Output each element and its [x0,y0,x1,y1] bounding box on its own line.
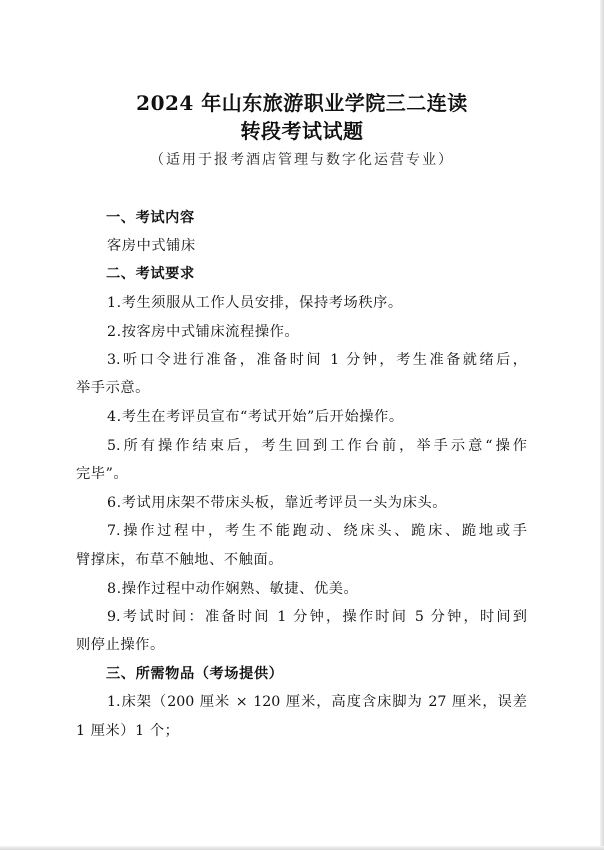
section-body-exam-content: 客房中式铺床 [107,238,196,254]
requirement-item-3-line-1: 3.听口令进行准备，准备时间 1 分钟，考生准备就绪后， [107,352,527,368]
document-title-line-1: 2024 年山东旅游职业学院三二连读 [136,91,468,115]
requirement-item-2: 2.按客房中式铺床流程操作。 [107,324,300,340]
requirement-item-6: 6.考试用床架不带床头板，靠近考评员一头为床头。 [107,495,448,511]
document-title-line-2: 转段考试试题 [240,119,364,143]
section-heading-required-items: 三、所需物品（考场提供） [106,666,284,682]
requirement-item-7-line-2: 臂撑床，布草不触地、不触面。 [76,552,284,568]
page-edge-shadow-right [600,0,604,850]
requirement-item-8: 8.操作过程中动作娴熟、敏捷、优美。 [107,581,359,597]
document-subtitle: （适用于报考酒店管理与数字化运营专业） [150,152,454,168]
required-item-1-line-2: 1 厘米）1 个； [76,723,180,739]
requirement-item-5-line-2: 完毕”。 [76,466,129,482]
section-heading-exam-requirements: 二、考试要求 [106,266,195,282]
required-item-1-line-1: 1.床架（200 厘米 × 120 厘米，高度含床脚为 27 厘米，误差 [107,694,527,710]
requirement-item-9-line-1: 9.考试时间：准备时间 1 分钟，操作时间 5 分钟，时间到 [107,609,527,625]
requirement-item-4: 4.考生在考评员宣布“考试开始”后开始操作。 [107,409,404,425]
requirement-item-7-line-1: 7.操作过程中，考生不能跑动、绕床头、跪床、跪地或手 [107,523,527,539]
requirement-item-5-line-1: 5.所有操作结束后，考生回到工作台前，举手示意“操作 [107,438,527,454]
requirement-item-1: 1.考生须服从工作人员安排，保持考场秩序。 [107,295,403,311]
section-heading-exam-content: 一、考试内容 [106,210,195,226]
requirement-item-9-line-2: 则停止操作。 [76,637,165,653]
requirement-item-3-line-2: 举手示意。 [76,380,150,396]
page-edge-shadow-bottom [0,846,604,850]
